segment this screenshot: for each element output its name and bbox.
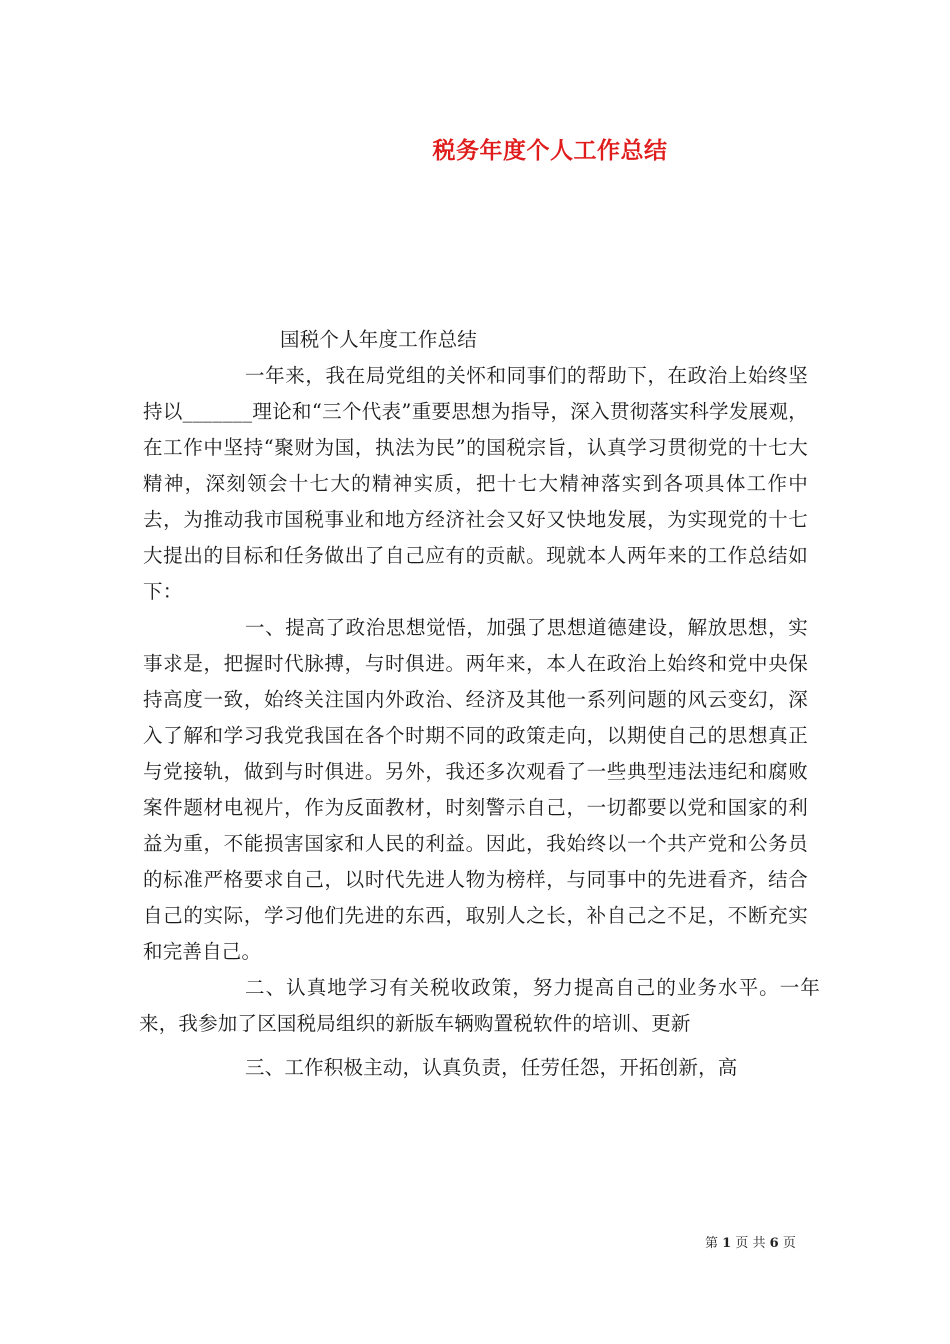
paragraph-section-2: 二、认真地学习有关税收政策，努力提高自己的业务水平。一年来，我参加了区国税局组织的新版车辆购置税软件的培训、更新 (139, 976, 820, 1035)
paragraph-section-1: 一、提高了政治思想觉悟，加强了思想道德建设，解放思想，实事求是，把握时代脉搏，与时俱进。两年来，本人在政治上始终和党中央保持高度一致，始终关注国内外政治、经济及其他一系列问题的风云变幻，深入了解和学习我党我国在各个时期不同的政策走向，以期使自己的思想真正与党接轨，做到与时俱进。另外，我还多次观看了一些典型违法违纪和腐败案件题材电视片，作为反面教材，时刻警示自己，一切都要以党和国家的利益为重，不能损害国家和人民的利益。因此，我始终以一个共产党和公务员的标准严格要求自己，以时代先进人物为榜样，与同事中的先进看齐，结合自己的实际，学习他们先进的东西，取别人之长，补自己之不足，不断充实和完善自己。 (143, 616, 808, 963)
paragraph-intro: 一年来，我在局党组的关怀和同事们的帮助下，在政治上始终坚持以_______理论和“三个代表”重要思想为指导，深入贯彻落实科学发展观，在工作中坚持“聚财为国，执法为民”的国税宗旨，认真学习贯彻党的十七大精神，深刻领会十七大的精神实质，把十七大精神落实到各项具体工作中去，为推动我市国税事业和地方经济社会又好又快地发展，为实现党的十七大提出的目标和任务做出了自己应有的贡献。现就本人两年来的工作总结如下： (143, 364, 808, 603)
paragraph-section-3: 三、工作积极主动，认真负责，任劳任怨，开拓创新，高 (245, 1056, 738, 1079)
page-number-footer (705, 1232, 796, 1251)
document-title: 税务年度个人工作总结 (432, 137, 668, 164)
document-body (139, 322, 820, 1086)
footer-current-page: 1 (722, 1236, 732, 1251)
footer-total-pages: 6 (769, 1236, 779, 1251)
footer-prefix: 第 (705, 1236, 719, 1251)
document-subtitle: 国税个人年度工作总结 (280, 328, 478, 351)
footer-suffix: 页 (782, 1236, 796, 1251)
footer-middle: 页 共 (735, 1236, 766, 1251)
